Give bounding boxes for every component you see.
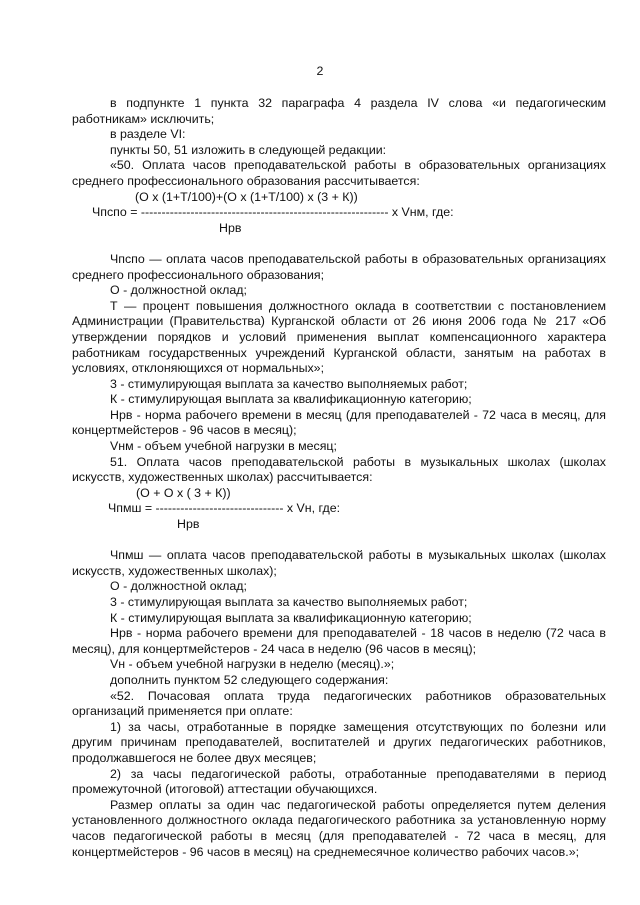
paragraph-section-iv-amendment: в подпункте 1 пункта 32 параграфа 4 раздела IV слова «и педагогическим работникам» исключить; bbox=[72, 96, 606, 126]
definition-3: 3 - стимулирующая выплата за качество выполняемых работ; bbox=[110, 376, 468, 391]
paragraph-section-vi: в разделе VI: bbox=[110, 127, 186, 142]
formula-chpmsh-denominator: Нрв bbox=[177, 517, 200, 532]
paragraph-add-point-52: дополнить пунктом 52 следующего содержания: bbox=[110, 672, 389, 687]
definition-t: Т — процент повышения должностного оклада в соответствии с постановлением Администрации (Правительства) Курганской области от 26 июня 2006 года № 217 «Об утверждении порядков и условий применения выплат компенсационного характера работникам государственных учреждений Курганской области, занятым на работах в условиях, отклоняющихся от нормальных»; bbox=[72, 298, 606, 376]
definition-k-2: К - стимулирующая выплата за квалификационную категорию; bbox=[110, 610, 472, 625]
page-number: 2 bbox=[316, 64, 324, 78]
paragraph-point-52: «52. Почасовая оплата труда педагогических работников образовательных организаций применяется при оплате: bbox=[72, 688, 606, 719]
spacer bbox=[72, 533, 606, 549]
definition-o-2: О - должностной оклад; bbox=[110, 579, 247, 594]
definition-nrv: Нрв - норма рабочего времени в месяц (для преподавателей - 72 часа в месяц, для концертмейстеров - 96 часов в месяц); bbox=[72, 407, 606, 438]
formula-chpmsh-numerator: (О + О х ( 3 + К)) bbox=[136, 485, 231, 500]
definition-chpmsh: Чпмш — оплата часов преподавательской работы в музыкальных школах (школах искусств, художественных школах); bbox=[72, 548, 606, 578]
spacer bbox=[72, 236, 606, 252]
definition-vn: Vн - объем учебной нагрузки в неделю (месяц).»; bbox=[110, 657, 395, 672]
definition-3-2: 3 - стимулирующая выплата за качество выполняемых работ; bbox=[110, 595, 468, 609]
definition-chpspo: Чпспо — оплата часов преподавательской работы в образовательных организациях среднего профессионального образования; bbox=[72, 251, 606, 282]
paragraph-point-52-item-1: 1) за часы, отработанные в порядке замещения отсутствующих по болезни или другим причинам преподавателей, воспитателей и других педагогических работников, продолжавшегося не более двух месяцев; bbox=[72, 719, 606, 765]
formula-chpspo bbox=[72, 190, 606, 237]
formula-chpmsh-fraction-line: Чпмш = ------------------------------- х Vн, где: bbox=[108, 501, 341, 516]
definition-nrv-2: Нрв - норма рабочего времени для преподавателей - 18 часов в неделю (72 часа в месяц), для концертмейстеров - 24 часа в неделю (96 часов в месяц); bbox=[72, 626, 606, 656]
paragraph-point-50: «50. Оплата часов преподавательской работы в образовательных организациях среднего профессионального образования рассчитывается: bbox=[72, 158, 606, 188]
formula-chpspo-denominator: Нрв bbox=[219, 220, 242, 235]
document-body bbox=[72, 96, 606, 860]
formula-chpspo-fraction-line: Чпспо = ------------------------------------------------------------ х Vнм, где: bbox=[92, 205, 454, 220]
paragraph-points-50-51: пункты 50, 51 изложить в следующей редакции: bbox=[110, 142, 387, 157]
formula-chpmsh bbox=[72, 486, 606, 533]
paragraph-point-52-item-2: 2) за часы педагогической работы, отработанные преподавателями в период промежуточной (итоговой) аттестации обучающихся. bbox=[72, 766, 606, 797]
definition-o: О - должностной оклад; bbox=[110, 283, 247, 298]
definition-k: К - стимулирующая выплата за квалификационную категорию; bbox=[110, 392, 472, 407]
paragraph-point-52-rate: Размер оплаты за один час педагогической работы определяется путем деления установленного должностного оклада педагогического работника за установленную норму часов педагогической работы в месяц (для преподавателей - 72 часа в месяц, для концертмейстеров - 96 часов в месяц) на среднемесячное количество рабочих часов.»; bbox=[72, 797, 606, 859]
definition-vnm: Vнм - объем учебной нагрузки в месяц; bbox=[110, 439, 337, 454]
paragraph-point-51: 51. Оплата часов преподавательской работы в музыкальных школах (школах искусств, художественных школах) рассчитывается: bbox=[72, 454, 606, 485]
formula-chpspo-numerator: (О х (1+Т/100)+(О х (1+Т/100) х (3 + К)) bbox=[135, 189, 358, 204]
